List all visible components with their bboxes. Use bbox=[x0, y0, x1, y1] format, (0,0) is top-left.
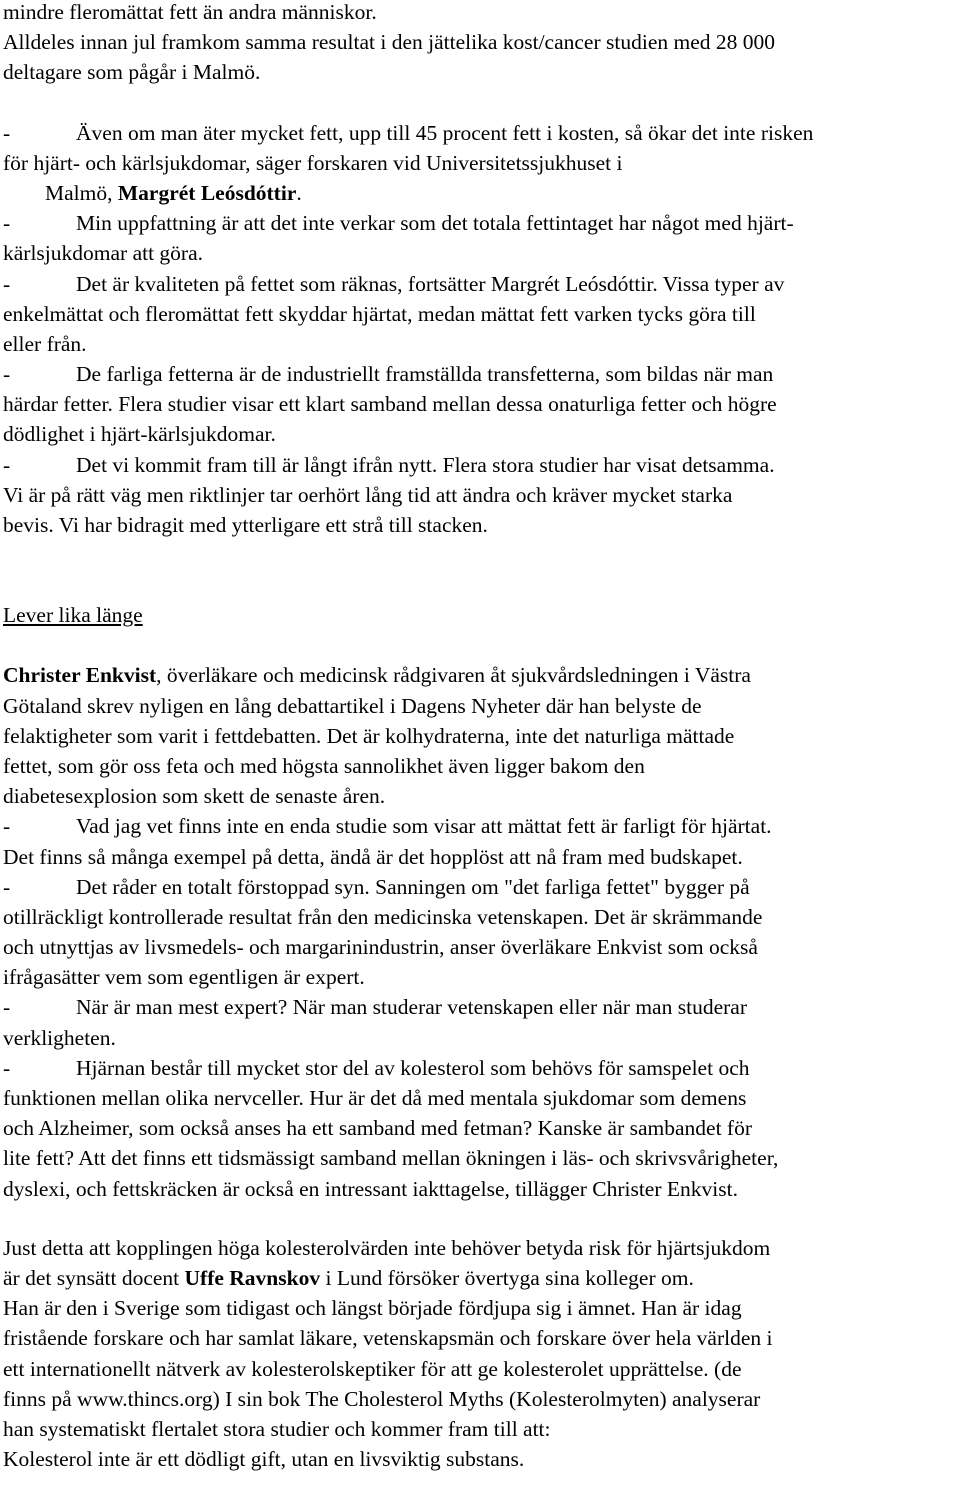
paragraph-spacer bbox=[3, 630, 953, 660]
quote-line: enkelmättat och fleromättat fett skyddar hjärtat, medan mättat fett varken tycks göra till bbox=[3, 301, 756, 326]
quote-text: Det är kvaliteten på fettet som räknas, fortsätter Margrét Leósdóttir. Vissa typer av bbox=[76, 271, 785, 296]
quote-dash: - bbox=[3, 211, 11, 236]
quote-text: Hjärnan består till mycket stor del av kolesterol som behövs för samspelet och bbox=[76, 1055, 750, 1080]
quote-text: Även om man äter mycket fett, upp till 45 procent fett i kosten, så ökar det inte risken bbox=[76, 120, 814, 145]
text-line: han systematiskt flertalet stora studier och kommer fram till att: bbox=[3, 1416, 551, 1441]
quote-text: Det vi kommit fram till är långt ifrån nytt. Flera stora studier har visat detsamma. bbox=[76, 452, 775, 477]
quote-line: bevis. Vi har bidragit med ytterligare ett strå till stacken. bbox=[3, 513, 488, 537]
quote-text: Malmö, bbox=[45, 180, 118, 205]
quote-dash: - bbox=[3, 271, 11, 296]
quote-text: Det råder en totalt förstoppad syn. Sanningen om "det farliga fettet" bygger på bbox=[76, 874, 750, 899]
text-line: Götaland skrev nyligen en lång debattartikel i Dagens Nyheter där han belyste de bbox=[3, 693, 702, 718]
person-name: Christer Enkvist bbox=[3, 663, 157, 688]
quote-line: eller från. bbox=[3, 331, 87, 356]
quote-line: och utnyttjas av livsmedels- och margarinindustrin, anser överläkare Enkvist som också bbox=[3, 935, 758, 960]
quote-line: otillräckligt kontrollerade resultat från den medicinska vetenskapen. Det är skrämmande bbox=[3, 904, 763, 929]
quote-line bbox=[3, 118, 953, 148]
text-line: finns på www.thincs.org) I sin bok The Cholesterol Myths (Kolesterolmyten) analyserar bbox=[3, 1386, 761, 1411]
quote-line bbox=[3, 811, 953, 841]
quote-line: dyslexi, och fettskräcken är också en intressant iakttagelse, tillägger Christer Enkvist. bbox=[3, 1176, 738, 1201]
document-page bbox=[3, 0, 953, 1474]
paragraph-text: i Lund försöker övertyga sina kolleger om. bbox=[320, 1265, 694, 1290]
quote-dash: - bbox=[3, 362, 11, 387]
quote-line bbox=[3, 359, 953, 389]
person-name: Margrét Leósdóttir bbox=[117, 180, 297, 205]
quote-dash: - bbox=[3, 814, 11, 839]
quote-line: och Alzheimer, som också anses ha ett samband med fetman? Kanske är sambandet för bbox=[3, 1116, 752, 1141]
paragraph-spacer bbox=[3, 1204, 953, 1233]
text-line bbox=[3, 660, 953, 690]
quote-line bbox=[3, 1053, 953, 1083]
quote-text: Min uppfattning är att det inte verkar som det totala fettintaget har något med hjärt- bbox=[76, 211, 794, 236]
quote-dash: - bbox=[3, 874, 11, 899]
quote-line: lite fett? Att det finns ett tidsmässigt samband mellan ökningen i läs- och skrivsvårigheter, bbox=[3, 1146, 779, 1171]
text-line: fristående forskare och har samlat läkare, vetenskapsmän och forskare över hela världen i bbox=[3, 1326, 773, 1351]
text-line: Alldeles innan jul framkom samma resultat i den jättelika kost/cancer studien med 28 000 bbox=[3, 30, 776, 55]
text-line: mindre fleromättat fett än andra människor. bbox=[3, 0, 377, 24]
text-line bbox=[3, 1263, 953, 1293]
quote-dash: - bbox=[3, 995, 11, 1020]
quote-line: verkligheten. bbox=[3, 1025, 116, 1050]
quote-line: ifrågasätter vem som egentligen är expert. bbox=[3, 965, 365, 990]
text-line: fettet, som gör oss feta och med högsta sannolikhet även ligger bakom den bbox=[3, 753, 645, 778]
quote-line bbox=[3, 208, 953, 238]
quote-line: dödlighet i hjärt-kärlsjukdomar. bbox=[3, 422, 276, 447]
quote-line: för hjärt- och kärlsjukdomar, säger forskaren vid Universitetssjukhuset i bbox=[3, 150, 623, 175]
quote-text: Vad jag vet finns inte en enda studie som visar att mättat fett är farligt för hjärtat. bbox=[76, 814, 772, 839]
text-line: Kolesterol inte är ett dödligt gift, utan en livsviktig substans. bbox=[3, 1447, 525, 1472]
quote-line bbox=[3, 178, 953, 208]
quote-line: Vi är på rätt väg men riktlinjer tar oerhört lång tid att ändra och kräver mycket starka bbox=[3, 482, 733, 507]
paragraph-text: är det synsätt docent bbox=[3, 1265, 185, 1290]
text-line: diabetesexplosion som skett de senaste åren. bbox=[3, 784, 386, 809]
text-line: deltagare som pågår i Malmö. bbox=[3, 60, 261, 85]
text-line: felaktigheter som varit i fettdebatten. Det är kolhydraterna, inte det naturliga mättade bbox=[3, 723, 735, 748]
section-spacer bbox=[3, 540, 953, 600]
quote-text: De farliga fetterna är de industriellt framställda transfetterna, som bildas när man bbox=[76, 362, 774, 387]
quote-text: . bbox=[296, 180, 302, 205]
quote-line bbox=[3, 872, 953, 902]
paragraph-text: , överläkare och medicinsk rådgivaren åt sjukvårdsledningen i Västra bbox=[156, 663, 751, 688]
section-heading: Lever lika länge bbox=[3, 603, 143, 628]
text-line: Just detta att kopplingen höga kolesterolvärden inte behöver betyda risk för hjärtsjukdom bbox=[3, 1235, 771, 1260]
quote-dash: - bbox=[3, 1055, 11, 1080]
quote-dash: - bbox=[3, 120, 11, 145]
quote-line bbox=[3, 450, 953, 480]
quote-line: kärlsjukdomar att göra. bbox=[3, 241, 204, 266]
person-name: Uffe Ravnskov bbox=[184, 1265, 321, 1290]
text-line: ett internationellt nätverk av kolesterolskeptiker för att ge kolesterolet upprättelse. (de bbox=[3, 1356, 742, 1381]
quote-line bbox=[3, 992, 953, 1022]
quote-line: funktionen mellan olika nervceller. Hur är det då med mentala sjukdomar som demens bbox=[3, 1086, 747, 1110]
quote-line: Det finns så många exempel på detta, ändå är det hopplöst att nå fram med budskapet. bbox=[3, 844, 743, 869]
quote-line: härdar fetter. Flera studier visar ett klart samband mellan dessa onaturliga fetter och högre bbox=[3, 392, 777, 417]
quote-text: När är man mest expert? När man studerar vetenskapen eller när man studerar bbox=[76, 995, 747, 1020]
paragraph-spacer bbox=[3, 88, 953, 118]
quote-dash: - bbox=[3, 452, 11, 477]
quote-line bbox=[3, 269, 953, 299]
text-line: Han är den i Sverige som tidigast och längst började fördjupa sig i ämnet. Han är idag bbox=[3, 1296, 742, 1321]
